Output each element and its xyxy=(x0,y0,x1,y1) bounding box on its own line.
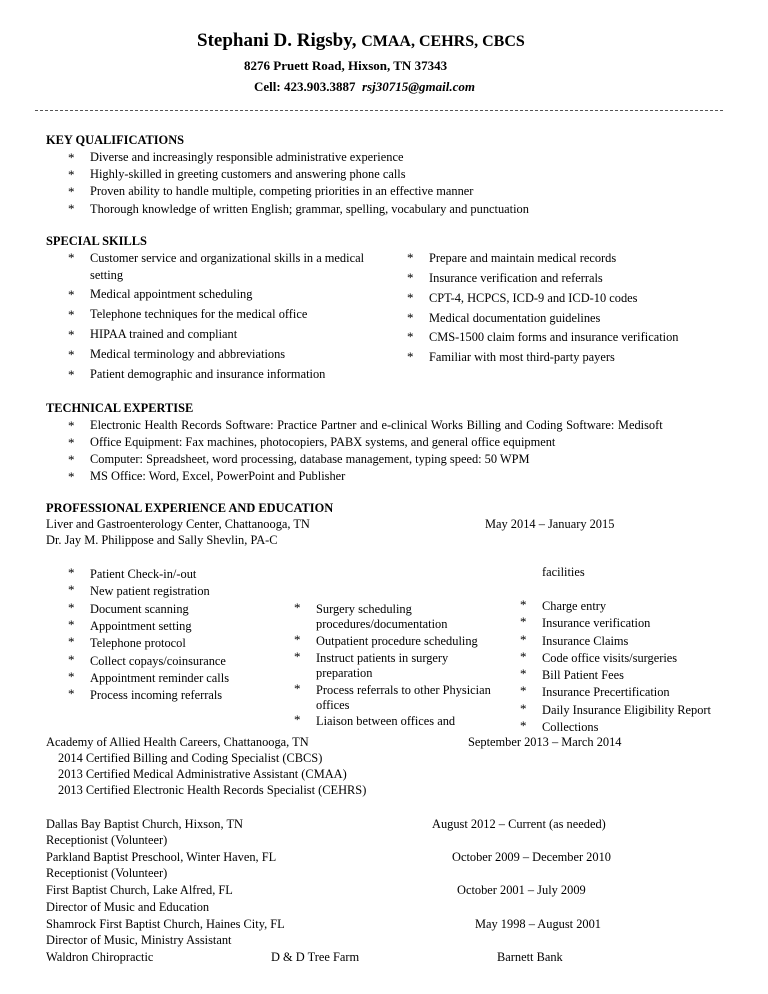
skill-item: CPT-4, HCPCS, ICD-9 and ICD-10 codes xyxy=(429,291,638,305)
position-title: Director of Music, Ministry Assistant xyxy=(46,933,232,947)
bullet-icon: * xyxy=(520,649,527,664)
bullet-icon: * xyxy=(68,287,75,302)
skill-item: Telephone techniques for the medical office xyxy=(90,307,308,321)
technical-item: MS Office: Word, Excel, PowerPoint and Publisher xyxy=(90,469,346,483)
duty-item: Appointment setting xyxy=(90,619,192,633)
skill-item: Customer service and organizational skills in a medical xyxy=(90,251,365,265)
bullet-icon: * xyxy=(68,582,75,597)
header-divider xyxy=(35,110,723,111)
certification-item: 2013 Certified Electronic Health Records Specialist (CEHRS) xyxy=(58,783,367,797)
skill-item: Medical documentation guidelines xyxy=(429,311,601,325)
bullet-icon: * xyxy=(68,307,75,322)
certification-item: 2014 Certified Billing and Coding Specialist (CBCS) xyxy=(58,751,323,765)
bullet-icon: * xyxy=(294,632,301,647)
duty-item: Patient Check-in/-out xyxy=(90,567,197,581)
bullet-icon: * xyxy=(520,718,527,733)
duty-item: Insurance verification xyxy=(542,616,651,630)
duty-item: Surgery scheduling xyxy=(316,602,412,616)
bullet-icon: * xyxy=(294,712,301,727)
bullet-icon: * xyxy=(520,701,527,716)
technical-item: Computer: Spreadsheet, word processing, database management, typing speed: 50 WPM xyxy=(90,452,530,466)
job-supervisors: Dr. Jay M. Philippose and Sally Shevlin, PA-C xyxy=(46,533,278,547)
position-title: Receptionist (Volunteer) xyxy=(46,866,168,880)
duty-item-continuation: offices xyxy=(316,698,350,712)
bullet-icon: * xyxy=(68,600,75,615)
bullet-icon: * xyxy=(68,652,75,667)
bullet-icon: * xyxy=(294,600,301,615)
bullet-icon: * xyxy=(407,250,414,265)
position-org: Parkland Baptist Preschool, Winter Haven, FL xyxy=(46,850,277,864)
position-org: First Baptist Church, Lake Alfred, FL xyxy=(46,883,233,897)
resume-credentials: CMAA, CEHRS, CBCS xyxy=(361,33,525,50)
bullet-icon: * xyxy=(407,290,414,305)
bullet-icon: * xyxy=(68,167,75,182)
duty-item: Code office visits/surgeries xyxy=(542,651,678,665)
bullet-icon: * xyxy=(68,418,75,433)
bullet-icon: * xyxy=(68,469,75,484)
duty-item: Insurance Claims xyxy=(542,634,629,648)
position-title: Director of Music and Education xyxy=(46,900,210,914)
bullet-icon: * xyxy=(68,452,75,467)
technical-item: Office Equipment: Fax machines, photocopiers, PABX systems, and general office equipment xyxy=(90,435,556,449)
duty-item: Telephone protocol xyxy=(90,636,186,650)
job-dates: May 2014 – January 2015 xyxy=(485,517,615,531)
bullet-icon: * xyxy=(407,270,414,285)
bullet-icon: * xyxy=(68,327,75,342)
position-dates: May 1998 – August 2001 xyxy=(475,917,601,931)
skill-item-continuation: setting xyxy=(90,268,124,282)
certification-item: 2013 Certified Medical Administrative Assistant (CMAA) xyxy=(58,767,347,781)
duty-item: Liaison between offices and xyxy=(316,714,456,728)
qualification-item: Proven ability to handle multiple, competing priorities in an effective manner xyxy=(90,184,474,198)
duty-item-continuation: procedures/documentation xyxy=(316,617,448,631)
position-org: Shamrock First Baptist Church, Haines City, FL xyxy=(46,917,285,931)
position-dates: August 2012 – Current (as needed) xyxy=(432,817,606,831)
skill-item: Insurance verification and referrals xyxy=(429,271,603,285)
employer-item: Barnett Bank xyxy=(497,950,563,964)
duty-item: Process referrals to other Physician xyxy=(316,683,491,697)
position-dates: October 2001 – July 2009 xyxy=(457,883,586,897)
bullet-icon: * xyxy=(68,686,75,701)
duty-item: Collect copays/coinsurance xyxy=(90,654,226,668)
technical-item: Electronic Health Records Software: Practice Partner and e-clinical Works Billing and Coding Software: Medisoft xyxy=(90,418,663,432)
bullet-icon: * xyxy=(68,250,75,265)
duty-item: Insurance Precertification xyxy=(542,685,670,699)
contact-address: 8276 Pruett Road, Hixson, TN 37343 xyxy=(244,58,448,73)
bullet-icon: * xyxy=(68,617,75,632)
duty-item-continuation: preparation xyxy=(316,666,373,680)
bullet-icon: * xyxy=(68,150,75,165)
qualification-item: Diverse and increasingly responsible administrative experience xyxy=(90,150,404,164)
bullet-icon: * xyxy=(68,669,75,684)
duty-item: Document scanning xyxy=(90,602,189,616)
duty-item-continuation: facilities xyxy=(542,565,585,579)
employer-item: D & D Tree Farm xyxy=(271,950,360,964)
bullet-icon: * xyxy=(520,683,527,698)
resume-name-line xyxy=(197,30,525,53)
bullet-icon: * xyxy=(68,201,75,216)
experience-heading: PROFESSIONAL EXPERIENCE AND EDUCATION xyxy=(46,501,334,515)
qualifications-heading: KEY QUALIFICATIONS xyxy=(46,133,185,147)
bullet-icon: * xyxy=(520,632,527,647)
duty-item: Collections xyxy=(542,720,599,734)
bullet-icon: * xyxy=(68,347,75,362)
resume-name: Stephani D. Rigsby, xyxy=(197,30,357,51)
bullet-icon: * xyxy=(68,184,75,199)
bullet-icon: * xyxy=(68,565,75,580)
duty-item: Process incoming referrals xyxy=(90,688,223,702)
bullet-icon: * xyxy=(68,367,75,382)
bullet-icon: * xyxy=(294,649,301,664)
contact-email: rsj30715@gmail.com xyxy=(361,79,475,94)
skill-item: CMS-1500 claim forms and insurance verification xyxy=(429,330,679,344)
duty-item: Instruct patients in surgery xyxy=(316,651,449,665)
bullet-icon: * xyxy=(520,597,527,612)
duty-item: Bill Patient Fees xyxy=(542,668,624,682)
school-dates: September 2013 – March 2014 xyxy=(468,735,622,749)
position-dates: October 2009 – December 2010 xyxy=(452,850,611,864)
contact-phone-email xyxy=(254,79,475,94)
bullet-icon: * xyxy=(520,614,527,629)
skill-item: Medical terminology and abbreviations xyxy=(90,347,286,361)
duty-item: New patient registration xyxy=(90,584,210,598)
position-org: Dallas Bay Baptist Church, Hixson, TN xyxy=(46,817,243,831)
skills-heading: SPECIAL SKILLS xyxy=(46,234,147,248)
bullet-icon: * xyxy=(68,435,75,450)
skill-item: Patient demographic and insurance information xyxy=(90,367,326,381)
bullet-icon: * xyxy=(520,666,527,681)
technical-heading: TECHNICAL EXPERTISE xyxy=(46,401,194,415)
school-name: Academy of Allied Health Careers, Chattanooga, TN xyxy=(46,735,309,749)
job-employer: Liver and Gastroenterology Center, Chattanooga, TN xyxy=(46,517,310,531)
bullet-icon: * xyxy=(407,349,414,364)
duty-item: Outpatient procedure scheduling xyxy=(316,634,478,648)
employer-item: Waldron Chiropractic xyxy=(46,950,154,964)
qualification-item: Thorough knowledge of written English; grammar, spelling, vocabulary and punctuation xyxy=(90,202,529,216)
bullet-icon: * xyxy=(407,329,414,344)
skill-item: Medical appointment scheduling xyxy=(90,287,253,301)
bullet-icon: * xyxy=(68,634,75,649)
duty-item: Appointment reminder calls xyxy=(90,671,230,685)
skill-item: HIPAA trained and compliant xyxy=(90,327,238,341)
bullet-icon: * xyxy=(294,681,301,696)
duty-item: Charge entry xyxy=(542,599,607,613)
contact-phone: Cell: 423.903.3887 xyxy=(254,79,356,94)
duty-item: Daily Insurance Eligibility Report xyxy=(542,703,711,717)
skill-item: Prepare and maintain medical records xyxy=(429,251,617,265)
skill-item: Familiar with most third-party payers xyxy=(429,350,615,364)
position-title: Receptionist (Volunteer) xyxy=(46,833,168,847)
bullet-icon: * xyxy=(407,310,414,325)
qualification-item: Highly-skilled in greeting customers and answering phone calls xyxy=(90,167,406,181)
